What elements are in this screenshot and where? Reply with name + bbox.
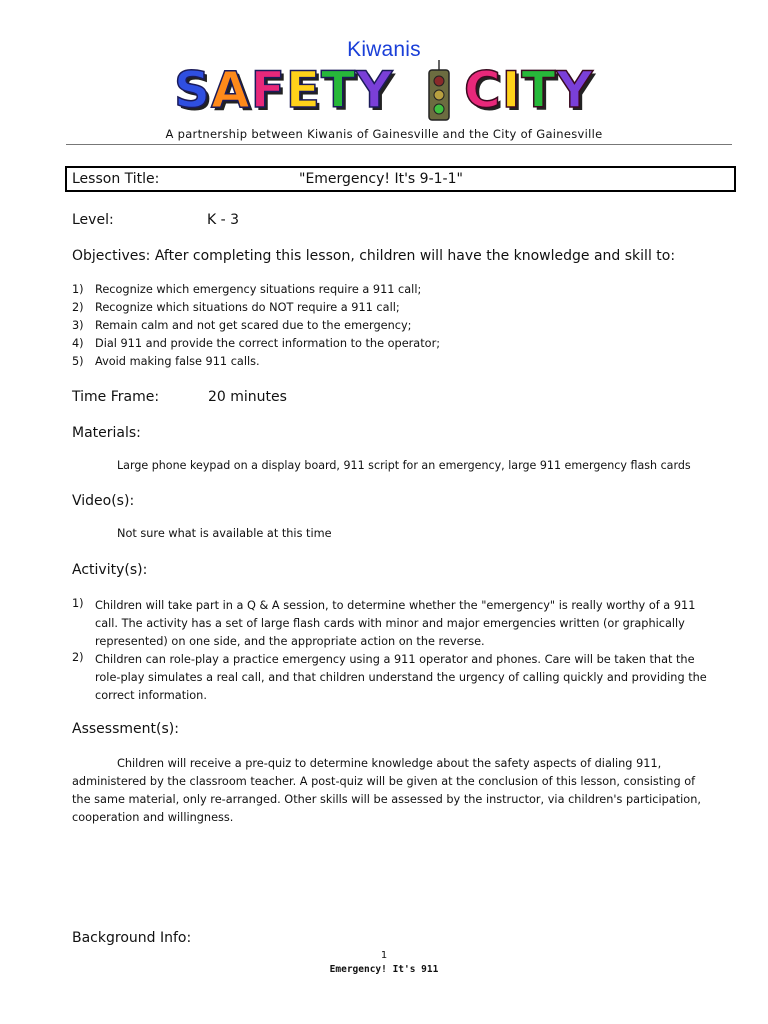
- objectives-heading: Objectives: After completing this lesson, children will have the knowledge and skill to:: [72, 248, 676, 264]
- time-frame-value: 20 minutes: [208, 389, 287, 405]
- partnership-tagline: A partnership between Kiwanis of Gainesville and the City of Gainesville: [165, 127, 603, 141]
- objective-text: Avoid making false 911 calls.: [95, 355, 260, 368]
- activity-line: role-play simulates a real call, and that children understand the urgency of calling quickly and providing the: [95, 671, 707, 684]
- objective-number: 2): [72, 301, 84, 314]
- objective-text: Recognize which emergency situations require a 911 call;: [95, 283, 422, 296]
- lesson-title-box: [65, 166, 736, 192]
- logo-letter: S: [174, 61, 212, 119]
- time-frame-label: Time Frame:: [72, 389, 160, 405]
- logo-word-safety: [174, 62, 393, 118]
- video-text: Not sure what is available at this time: [117, 527, 332, 540]
- objective-number: 4): [72, 337, 84, 350]
- logo-letter: Y: [356, 61, 394, 119]
- assessment-line: cooperation and willingness.: [72, 811, 234, 824]
- objective-number: 1): [72, 283, 84, 296]
- assessment-paragraph: [72, 755, 701, 827]
- activity-line: Children can role-play a practice emergency using a 911 operator and phones. Care will be taken that the: [95, 653, 695, 666]
- activity-item-2: [95, 651, 707, 705]
- logo-letter: C: [464, 61, 502, 119]
- assessment-label: Assessment(s):: [72, 721, 179, 737]
- activity-line: correct information.: [95, 689, 207, 702]
- kiwanis-heading: Kiwanis: [347, 38, 421, 61]
- level-value: K - 3: [207, 212, 240, 228]
- logo-letter: T: [521, 61, 557, 119]
- assessment-line: Children will receive a pre-quiz to determine knowledge about the safety aspects of dialing 911,: [117, 757, 662, 770]
- activity-item-1: [95, 597, 695, 651]
- objective-text: Dial 911 and provide the correct information to the operator;: [95, 337, 441, 350]
- page-number: 1: [380, 950, 388, 961]
- materials-text: Large phone keypad on a display board, 911 script for an emergency, large 911 emergency flash cards: [117, 459, 691, 472]
- footer-title: Emergency! It's 911: [329, 964, 439, 975]
- activity-line: call. The activity has a set of large flash cards with minor and major emergencies written (or graphically: [95, 617, 685, 630]
- header-divider: [66, 144, 732, 145]
- activity-line: represented) on one side, and the appropriate action on the reverse.: [95, 635, 485, 648]
- level-label: Level:: [72, 212, 114, 228]
- objective-text: Remain calm and not get scared due to the emergency;: [95, 319, 412, 332]
- safety-city-logo: [172, 60, 632, 126]
- logo-letter: Y: [556, 61, 594, 119]
- logo-letter: A: [211, 61, 251, 119]
- lesson-title-value: "Emergency! It's 9-1-1": [299, 171, 463, 187]
- activity-number: 1): [72, 597, 84, 610]
- materials-label: Materials:: [72, 425, 141, 441]
- logo-letter: I: [501, 61, 522, 119]
- background-info-label: Background Info:: [72, 930, 192, 946]
- logo-letter: E: [285, 61, 322, 119]
- logo-letter: F: [250, 61, 286, 119]
- activity-line: Children will take part in a Q & A session, to determine whether the "emergency" is really worthy of a 911: [95, 599, 696, 612]
- logo-letter: T: [321, 61, 357, 119]
- logo-word-city-text: [464, 62, 594, 118]
- traffic-light-icon: [421, 60, 457, 126]
- objective-number: 5): [72, 355, 84, 368]
- assessment-line: administered by the classroom teacher. A post-quiz will be given at the conclusion of this lesson, consisting of: [72, 775, 696, 788]
- logo-word-city: [464, 62, 594, 118]
- logo-word-safety-text: [174, 62, 393, 118]
- activity-number: 2): [72, 651, 84, 664]
- assessment-line: the same material, only re-arranged. Other skills will be assessed by the instructor, via children's participation,: [72, 793, 701, 806]
- lesson-title-label: Lesson Title:: [72, 171, 160, 187]
- objective-number: 3): [72, 319, 84, 332]
- objective-text: Recognize which situations do NOT require a 911 call;: [95, 301, 400, 314]
- activity-label: Activity(s):: [72, 562, 148, 578]
- video-label: Video(s):: [72, 493, 135, 509]
